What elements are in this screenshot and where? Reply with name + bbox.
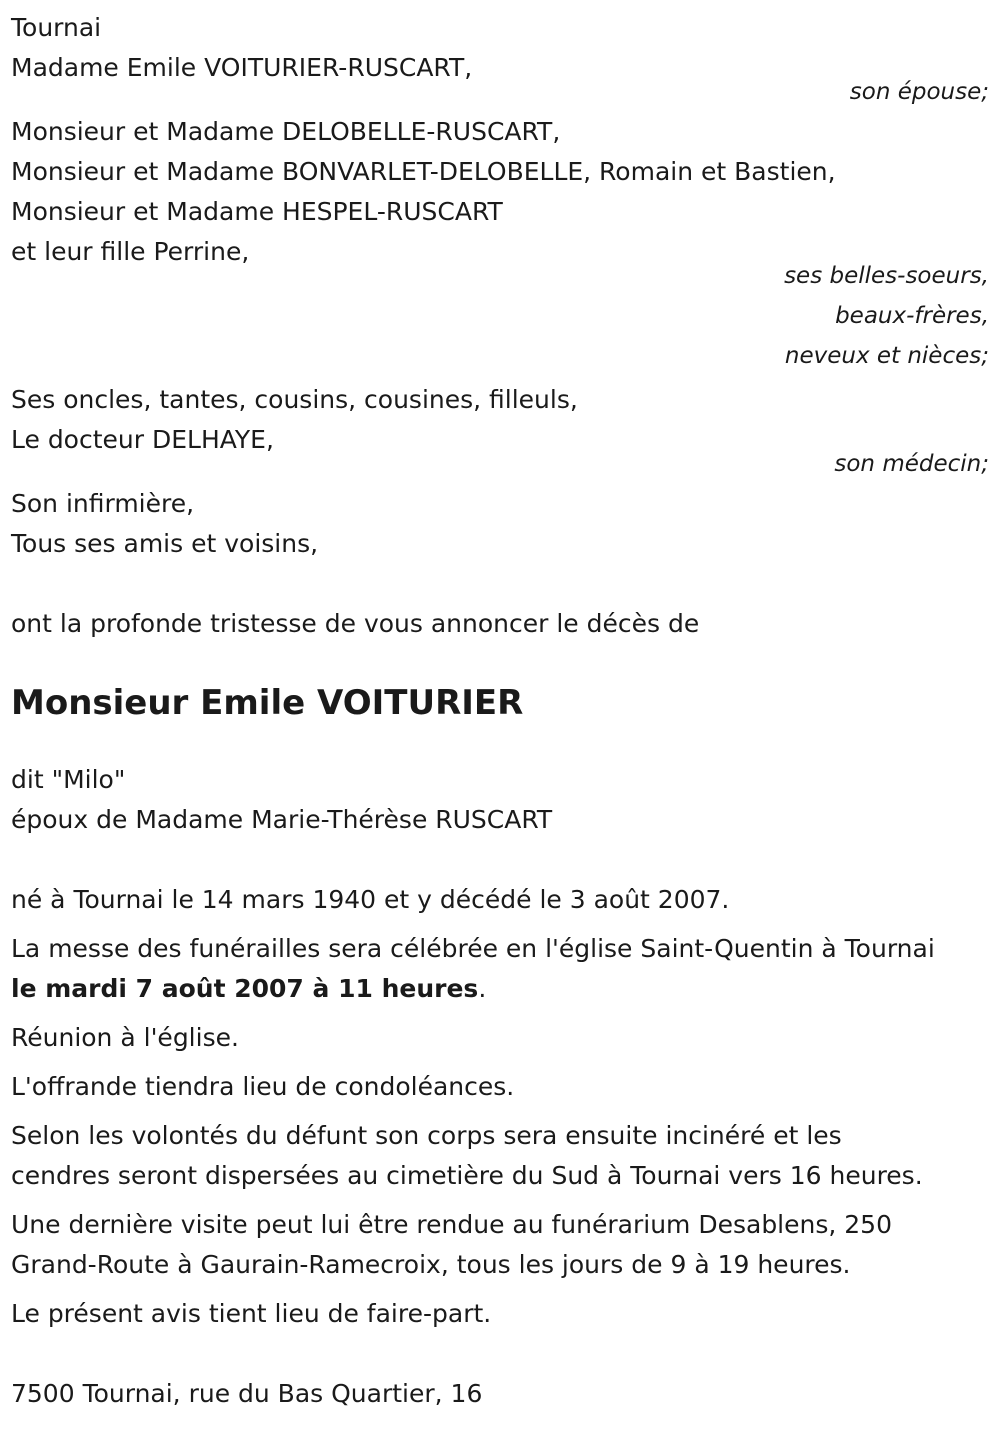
doctor-line: Le docteur DELHAYE, xyxy=(11,425,274,454)
mass-line-1: La messe des funérailles sera célébrée en l'église Saint-Quentin à Tournai xyxy=(11,934,935,963)
family-role-2: beaux-frères, xyxy=(835,303,989,329)
cremation-line-2: cendres seront dispersées au cimetière du Sud à Tournai vers 16 heures. xyxy=(11,1161,923,1190)
mass-line-2 xyxy=(11,969,989,1009)
family-role-3: neveux et nièces; xyxy=(784,343,989,369)
obituary-notice xyxy=(11,8,989,1414)
nickname: dit "Milo" xyxy=(11,765,126,794)
friends-line: Tous ses amis et voisins, xyxy=(11,529,319,558)
announcement-intro: ont la profonde tristesse de vous annoncer le décès de xyxy=(11,609,700,638)
spouse-of: époux de Madame Marie-Thérèse RUSCART xyxy=(11,805,553,834)
visit-line-2: Grand-Route à Gaurain-Ramecroix, tous les jours de 9 à 19 heures. xyxy=(11,1250,851,1279)
spouse-name: Madame Emile VOITURIER-RUSCART, xyxy=(11,53,473,82)
city: Tournai xyxy=(11,13,102,42)
family-role-1: ses belles-soeurs, xyxy=(784,263,989,289)
address: 7500 Tournai, rue du Bas Quartier, 16 xyxy=(11,1379,483,1408)
notice: Le présent avis tient lieu de faire-part. xyxy=(11,1299,492,1328)
family-line-4: et leur fille Perrine, xyxy=(11,237,250,266)
family-line-3: Monsieur et Madame HESPEL-RUSCART xyxy=(11,197,503,226)
family-line-1: Monsieur et Madame DELOBELLE-RUSCART, xyxy=(11,117,561,146)
visit-line-1: Une dernière visite peut lui être rendue au funérarium Desablens, 250 xyxy=(11,1210,892,1239)
birth-death: né à Tournai le 14 mars 1940 et y décédé le 3 août 2007. xyxy=(11,885,730,914)
mass-date: le mardi 7 août 2007 à 11 heures xyxy=(11,974,479,1003)
mass-end: . xyxy=(478,974,487,1003)
doctor-role: son médecin; xyxy=(834,451,989,477)
cremation-line-1: Selon les volontés du défunt son corps sera ensuite incinéré et les xyxy=(11,1121,842,1150)
offering: L'offrande tiendra lieu de condoléances. xyxy=(11,1072,515,1101)
relatives-line: Ses oncles, tantes, cousins, cousines, filleuls, xyxy=(11,385,578,414)
family-line-2: Monsieur et Madame BONVARLET-DELOBELLE, Romain et Bastien, xyxy=(11,157,836,186)
spouse-role: son épouse; xyxy=(849,79,989,105)
meeting: Réunion à l'église. xyxy=(11,1023,239,1052)
nurse-line: Son infirmière, xyxy=(11,489,195,518)
deceased-name: Monsieur Emile VOITURIER xyxy=(11,683,524,723)
